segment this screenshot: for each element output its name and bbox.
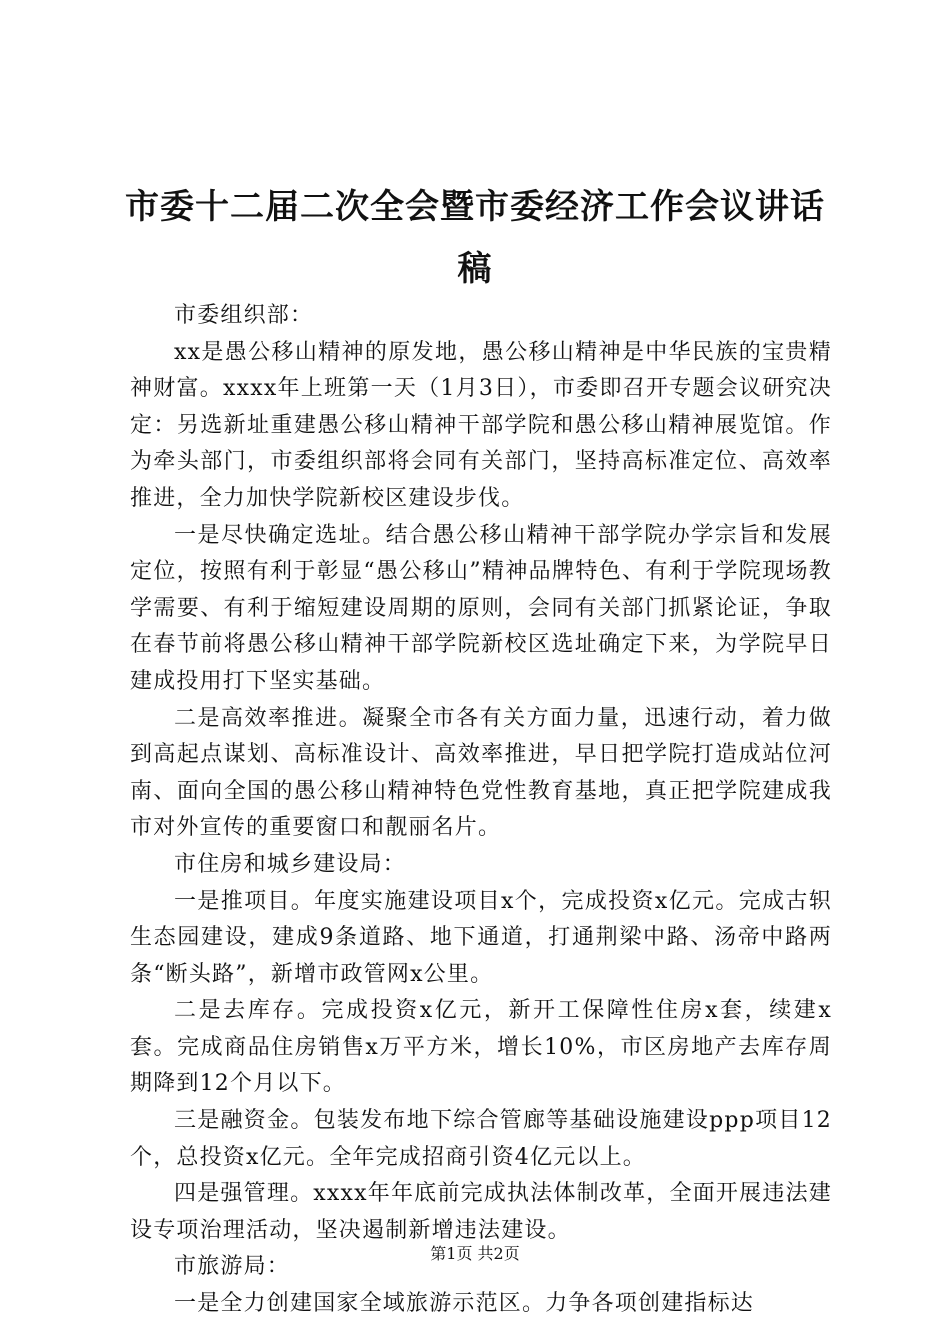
paragraph: 一是推项目。年度实施建设项目x个，完成投资x亿元。完成古轵生态园建设，建成9条道路、地下通道，打通荆梁中路、汤帝中路两条“断头路”，新增市政管网x公里。 (130, 888, 832, 987)
paragraph: 四是强管理。xxxx年年底前完成执法体制改革，全面开展违法建设专项治理活动，坚决遏制新增违法建设。 (130, 1181, 832, 1243)
document-title: 市委十二届二次全会暨市委经济工作会议讲话稿 (125, 187, 825, 289)
paragraph: 三是融资金。包装发布地下综合管廊等基础设施建设ppp项目12个，总投资x亿元。全年完成招商引资4亿元以上。 (130, 1108, 832, 1170)
paragraph: xx是愚公移山精神的原发地，愚公移山精神是中华民族的宝贵精神财富。xxxx年上班第一天（1月3日），市委即召开专题会议研究决定：另选新址重建愚公移山精神干部学院和愚公移山精神展览馆。作为牵头部门，市委组织部将会同有关部门，坚持高标准定位、高效率推进，全力加快学院新校区建设步伐。 (130, 339, 832, 511)
document-body (130, 298, 832, 1323)
paragraph: 一是全力创建国家全域旅游示范区。力争各项创建指标达 (174, 1291, 755, 1317)
paragraph: 市住房和城乡建设局： (174, 851, 407, 877)
paragraph: 市旅游局： (174, 1254, 291, 1280)
page-footer: 第1页 共2页 (430, 1244, 520, 1263)
paragraph: 二是去库存。完成投资x亿元，新开工保障性住房x套，续建x套。完成商品住房销售x万平方米，增长10%，市区房地产去库存周期降到12个月以下。 (130, 998, 832, 1097)
paragraph: 二是高效率推进。凝聚全市各有关方面力量，迅速行动，着力做到高起点谋划、高标准设计、高效率推进，早日把学院打造成站位河南、面向全国的愚公移山精神特色党性教育基地，真正把学院建成我市对外宣传的重要窗口和靓丽名片。 (130, 705, 832, 841)
paragraph: 市委组织部： (174, 303, 314, 328)
paragraph: 一是尽快确定选址。结合愚公移山精神干部学院办学宗旨和发展定位，按照有利于彰显“愚公移山”精神品牌特色、有利于学院现场教学需要、有利于缩短建设周期的原则，会同有关部门抓紧论证，争取在春节前将愚公移山精神干部学院新校区选址确定下来，为学院早日建成投用打下坚实基础。 (130, 522, 832, 694)
